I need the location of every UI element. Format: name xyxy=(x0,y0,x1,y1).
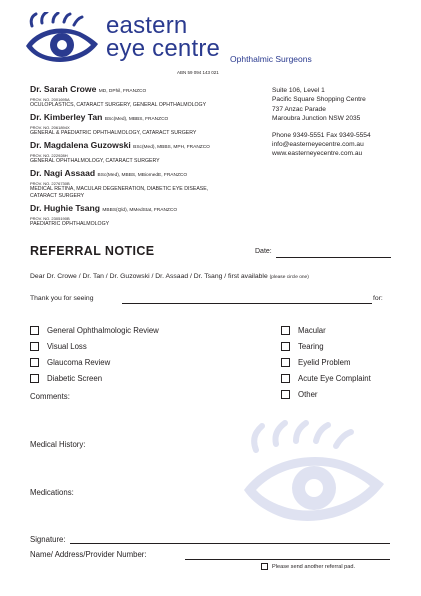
address-block xyxy=(272,86,412,159)
logo-text-eye-centre: eye centre xyxy=(106,35,221,62)
name-address-provider-label: Name/ Address/Provider Number: xyxy=(30,550,147,559)
doctor-quals: BSc(Med), MBBS, MPH, FRANZCO xyxy=(133,145,210,150)
option-diabetic-screen[interactable] xyxy=(30,374,102,383)
name-address-provider-field[interactable] xyxy=(185,559,390,560)
doctor-name: Dr. Magdalena Guzowski xyxy=(30,140,131,150)
option-general-review[interactable] xyxy=(30,326,159,335)
address-line: Suite 106, Level 1 xyxy=(272,87,325,94)
checkbox[interactable] xyxy=(30,342,39,351)
patient-label: Thank you for seeing xyxy=(30,295,94,302)
address-line: Maroubra Junction NSW 2035 xyxy=(272,115,361,123)
doctor-name: Dr. Nagi Assaad xyxy=(30,168,96,178)
medical-history-label: Medical History: xyxy=(30,440,86,449)
tagline: Ophthalmic Surgeons xyxy=(230,54,312,64)
option-eyelid-problem[interactable] xyxy=(281,358,350,367)
doctor-specialty: CATARACT SURGERY xyxy=(30,193,85,199)
option-other[interactable] xyxy=(281,390,318,399)
doctor-entry xyxy=(30,168,260,200)
address-line: 737 Anzac Parade xyxy=(272,105,326,113)
checkbox[interactable] xyxy=(281,390,290,399)
checkbox[interactable] xyxy=(281,374,290,383)
doctor-quals: BSc(Med), MBBS, FRANZCO xyxy=(104,117,169,122)
provider-number: PROV. NO. 2001695A xyxy=(30,97,70,102)
option-label: Eyelid Problem xyxy=(298,358,351,367)
doctor-specialty: GENERAL & PAEDIATRIC OPHTHALMOLOGY, CATARACT SURGERY xyxy=(30,130,197,136)
checkbox[interactable] xyxy=(30,358,39,367)
doctor-quals: BSc(Med), MBBS, MBiomedE, FRANZCO xyxy=(97,173,188,178)
option-label: Tearing xyxy=(298,342,324,351)
checkbox[interactable] xyxy=(30,326,39,335)
referral-pad-request[interactable] xyxy=(261,563,355,570)
doctor-quals: MD, DPhil, FRANZCO xyxy=(98,89,147,94)
option-acute-eye-complaint[interactable] xyxy=(281,374,371,383)
doctor-name: Dr. Hughie Tsang xyxy=(30,203,101,213)
abn-number: ABN 59 094 143 021 xyxy=(177,70,219,75)
doctor-selection-note: (please circle one) xyxy=(269,275,309,280)
provider-number: PROV. NO. 2276730B xyxy=(30,181,70,186)
address-line: Pacific Square Shopping Centre xyxy=(272,96,366,104)
email-address: info@easterneyecentre.com.au xyxy=(272,141,364,149)
signature-field[interactable] xyxy=(70,543,390,544)
option-macular[interactable] xyxy=(281,326,326,335)
option-glaucoma-review[interactable] xyxy=(30,358,110,367)
doctor-entry xyxy=(30,84,260,109)
option-visual-loss[interactable] xyxy=(30,342,87,351)
option-tearing[interactable] xyxy=(281,342,324,351)
form-title: REFERRAL NOTICE xyxy=(30,244,155,258)
comments-label: Comments: xyxy=(30,392,70,401)
option-label: General Ophthalmologic Review xyxy=(47,326,159,335)
eye-logo-icon xyxy=(22,12,102,72)
doctor-entry xyxy=(30,203,260,228)
checkbox[interactable] xyxy=(281,358,290,367)
website-url: www.easterneyecentre.com.au xyxy=(272,150,363,158)
doctor-selection-text: Dear Dr. Crowe / Dr. Tan / Dr. Guzowski / Dr. Assaad / Dr. Tsang / first available xyxy=(30,273,268,280)
checkbox[interactable] xyxy=(281,326,290,335)
checkbox[interactable] xyxy=(30,374,39,383)
patient-name-field[interactable] xyxy=(122,303,372,304)
doctor-name: Dr. Sarah Crowe xyxy=(30,84,97,94)
logo-text-eastern: eastern xyxy=(106,12,188,39)
option-label: Visual Loss xyxy=(47,342,87,351)
medications-label: Medications: xyxy=(30,488,74,497)
date-label: Date: xyxy=(255,248,272,255)
doctor-entry xyxy=(30,140,260,165)
doctor-selection-line[interactable] xyxy=(30,273,309,280)
option-label: Diabetic Screen xyxy=(47,374,103,383)
doctor-name: Dr. Kimberley Tan xyxy=(30,112,103,122)
doctor-entry xyxy=(30,112,260,137)
option-label: Macular xyxy=(298,326,326,335)
date-field[interactable] xyxy=(276,257,391,258)
checkbox[interactable] xyxy=(281,342,290,351)
provider-number: PROV. NO. 2305190B xyxy=(30,216,70,221)
doctor-list xyxy=(30,84,260,231)
eye-watermark-icon xyxy=(238,420,388,540)
option-label: Glaucoma Review xyxy=(47,358,111,367)
pad-request-label: Please send another referral pad. xyxy=(272,563,356,570)
provider-number: PROV. NO. 222928H xyxy=(30,153,68,158)
signature-label: Signature: xyxy=(30,535,66,544)
doctor-specialty: GENERAL OPHTHALMOLOGY, CATARACT SURGERY xyxy=(30,158,160,164)
doctor-specialty: PAEDIATRIC OPHTHALMOLOGY xyxy=(30,221,110,227)
option-label: Acute Eye Complaint xyxy=(298,374,371,383)
doctor-specialty: MEDICAL RETINA, MACULAR DEGENERATION, DIABETIC EYE DISEASE, xyxy=(30,186,209,192)
provider-number: PROV. NO. 2061894X xyxy=(30,125,70,130)
doctor-specialty: OCULOPLASTICS, CATARACT SURGERY, GENERAL OPHTHALMOLOGY xyxy=(30,102,207,108)
for-label: for: xyxy=(373,295,383,302)
option-label: Other xyxy=(298,390,318,399)
phone-fax: Phone 9349-5551 Fax 9349-5554 xyxy=(272,131,371,139)
doctor-quals: MBBS(Qld), MMedStat, FRANZCO xyxy=(102,208,178,213)
checkbox[interactable] xyxy=(261,563,268,570)
